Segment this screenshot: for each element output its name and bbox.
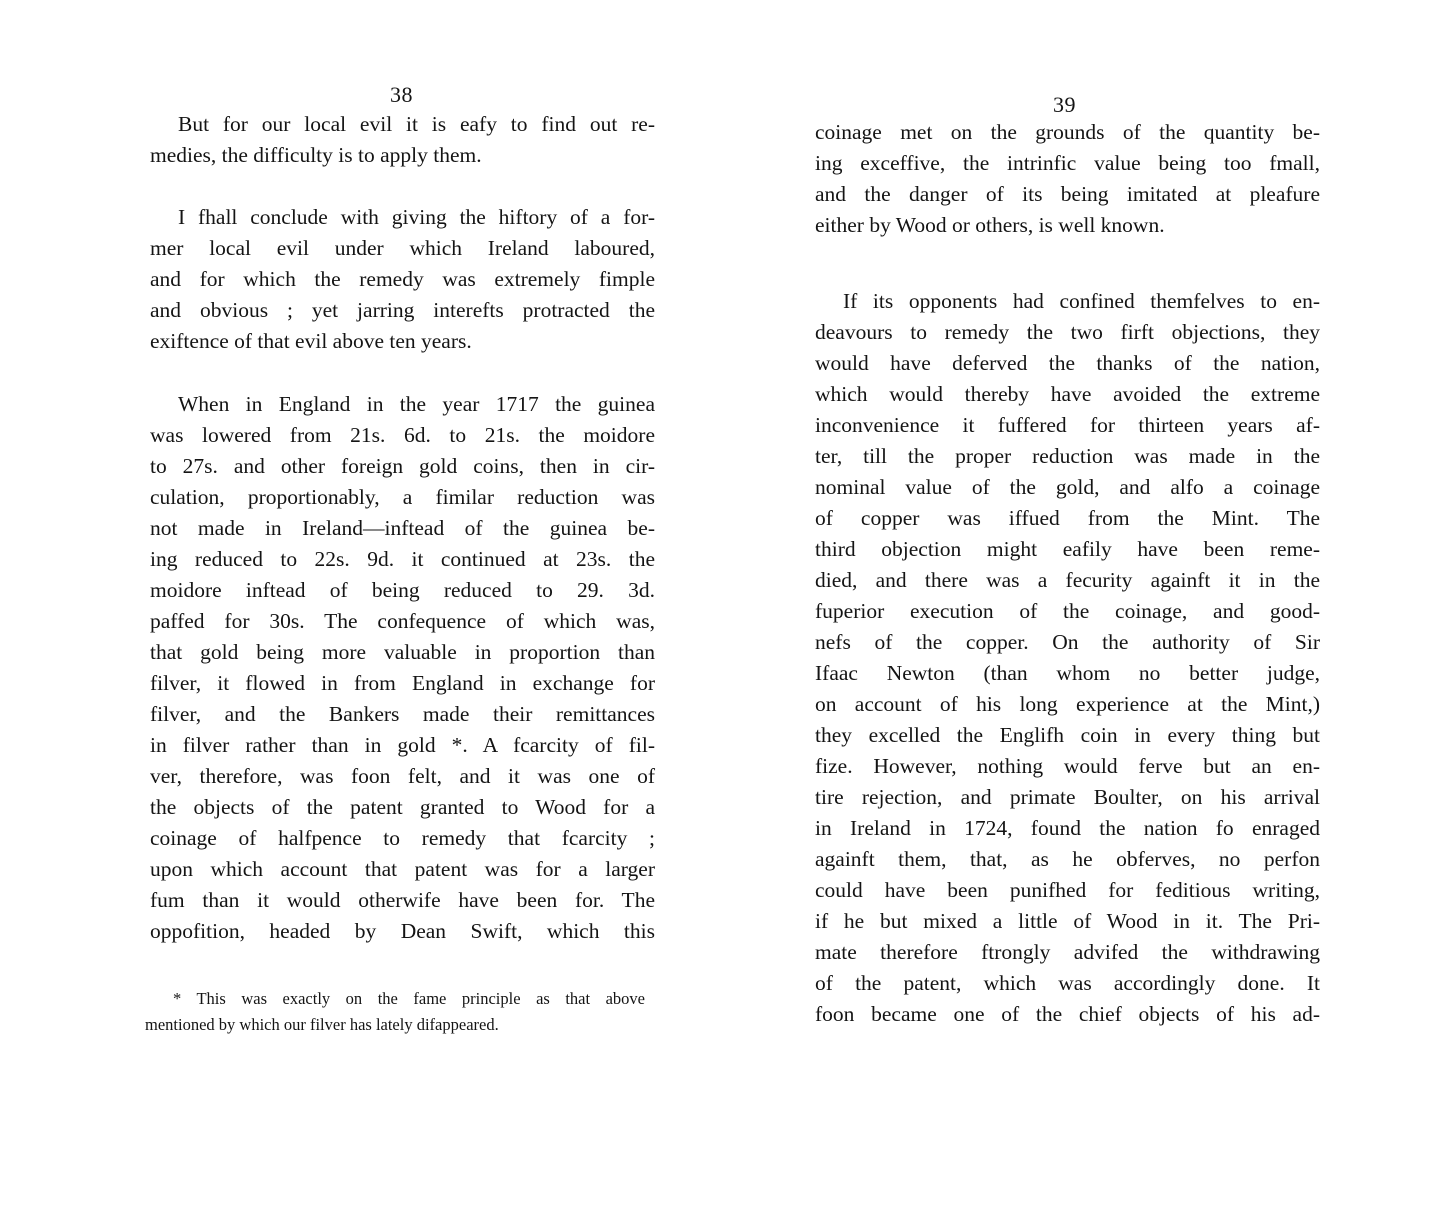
text-line: not made in Ireland—inftead of the guinea be- (150, 516, 655, 540)
text-line: nominal value of the gold, and alfo a coinage (815, 475, 1320, 499)
text-line: and obvious ; yet jarring interefts protracted the (150, 298, 655, 322)
paragraph (150, 109, 655, 171)
text-line: medies, the difficulty is to apply them. (150, 143, 482, 167)
page-number-left: 38 (390, 82, 413, 107)
text-line: either by Wood or others, is well known. (815, 213, 1165, 237)
text-line: I fhall conclude with giving the hiftory of a for- (178, 205, 655, 229)
text-line: ing exceffive, the intrinfic value being too fmall, (815, 151, 1320, 175)
text-line: culation, proportionably, a fimilar reduction was (150, 485, 655, 509)
text-line: the objects of the patent granted to Wood for a (150, 795, 655, 819)
text-line: and the danger of its being imitated at pleafure (815, 182, 1320, 206)
text-line: that gold being more valuable in proportion than (150, 640, 655, 664)
paragraph (150, 389, 655, 947)
text-line: againft them, that, as he obferves, no perfon (815, 847, 1320, 871)
text-line: would have deferved the thanks of the nation, (815, 351, 1320, 375)
text-line: in filver rather than in gold *. A fcarcity of fil- (150, 733, 655, 757)
text-line: on account of his long experience at the Mint,) (815, 692, 1320, 716)
text-line: died, and there was a fecurity againft it in the (815, 568, 1320, 592)
footnote (145, 986, 645, 1038)
text-line: mate therefore ftrongly advifed the withdrawing (815, 940, 1320, 964)
text-line: nefs of the copper. On the authority of Sir (815, 630, 1320, 654)
text-line: But for our local evil it is eafy to find out re- (178, 112, 655, 136)
text-line: foon became one of the chief objects of his ad- (815, 1002, 1320, 1026)
text-line: Ifaac Newton (than whom no better judge, (815, 661, 1320, 685)
text-line: which would thereby have avoided the extreme (815, 382, 1320, 406)
text-line: oppofition, headed by Dean Swift, which this (150, 919, 655, 943)
text-line: exiftence of that evil above ten years. (150, 329, 472, 353)
text-line: inconvenience it fuffered for thirteen years af- (815, 413, 1320, 437)
text-line: mer local evil under which Ireland laboured, (150, 236, 655, 260)
text-line: filver, it flowed in from England in exchange for (150, 671, 655, 695)
text-line: fuperior execution of the coinage, and good- (815, 599, 1320, 623)
page-number-right: 39 (1053, 92, 1076, 117)
text-line: coinage of halfpence to remedy that fcarcity ; (150, 826, 655, 850)
text-line: if he but mixed a little of Wood in it. The Pri- (815, 909, 1320, 933)
footnote-line: * This was exactly on the fame principle as that above (173, 989, 645, 1008)
text-line: of the patent, which was accordingly done. It (815, 971, 1320, 995)
text-line: If its opponents had confined themfelves to en- (843, 289, 1320, 313)
text-line: tire rejection, and primate Boulter, on his arrival (815, 785, 1320, 809)
text-line: of copper was iffued from the Mint. The (815, 506, 1320, 530)
text-line: ver, therefore, was foon felt, and it was one of (150, 764, 655, 788)
text-line: ing reduced to 22s. 9d. it continued at 23s. the (150, 547, 655, 571)
text-line: ter, till the proper reduction was made in the (815, 444, 1320, 468)
text-line: moidore inftead of being reduced to 29. 3d. (150, 578, 655, 602)
text-line: to 27s. and other foreign gold coins, then in cir- (150, 454, 655, 478)
text-line: was lowered from 21s. 6d. to 21s. the moidore (150, 423, 655, 447)
text-line: coinage met on the grounds of the quantity be- (815, 120, 1320, 144)
paragraph (815, 286, 1320, 1030)
text-line: fum than it would otherwife have been for. The (150, 888, 655, 912)
text-line: they excelled the Englifh coin in every thing but (815, 723, 1320, 747)
paragraph (150, 202, 655, 357)
text-line: fize. However, nothing would ferve but an en- (815, 754, 1320, 778)
text-line: When in England in the year 1717 the guinea (178, 392, 655, 416)
text-line: paffed for 30s. The confequence of which was, (150, 609, 655, 633)
text-line: in Ireland in 1724, found the nation fo enraged (815, 816, 1320, 840)
text-line: third objection might eafily have been reme- (815, 537, 1320, 561)
text-line: upon which account that patent was for a larger (150, 857, 655, 881)
text-line: deavours to remedy the two firft objections, they (815, 320, 1320, 344)
text-line: could have been punifhed for feditious writing, (815, 878, 1320, 902)
footnote-line: mentioned by which our filver has lately difappeared. (145, 1015, 499, 1034)
text-line: filver, and the Bankers made their remittances (150, 702, 655, 726)
text-line: and for which the remedy was extremely fimple (150, 267, 655, 291)
paragraph (815, 117, 1320, 241)
